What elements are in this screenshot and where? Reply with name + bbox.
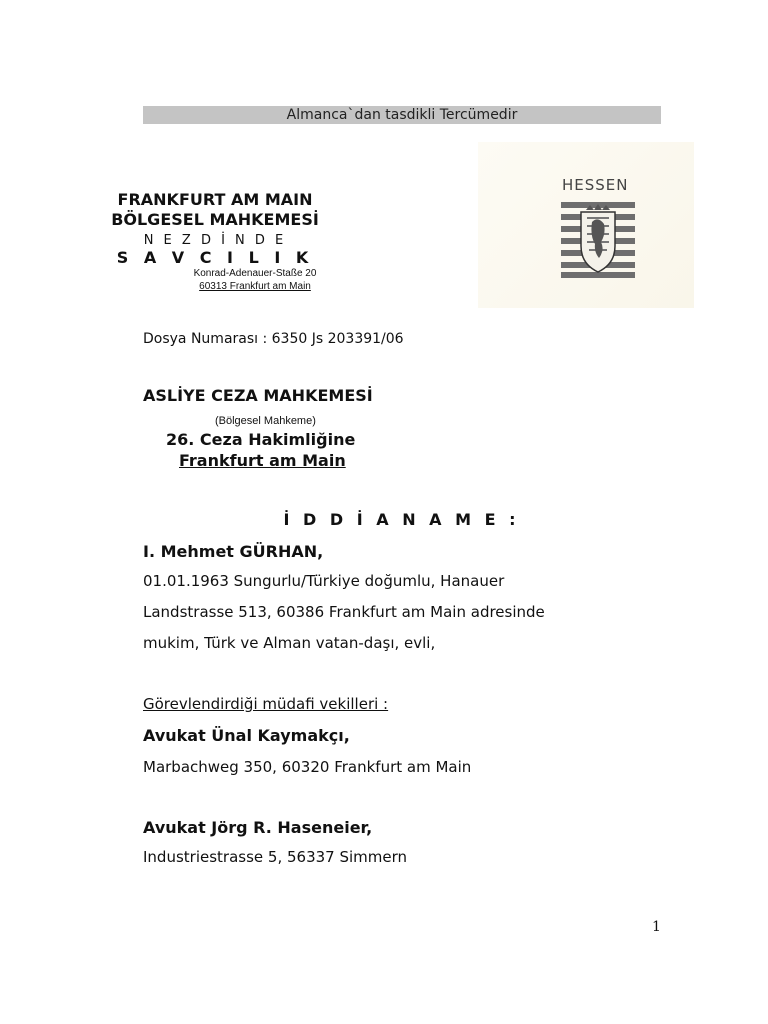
hessen-label: HESSEN [562, 176, 629, 194]
defendant-details-line3: mukim, Türk ve Alman vatan-daşı, evli, [143, 634, 436, 652]
addressee-city: Frankfurt am Main [179, 451, 346, 470]
defendant-details-line2: Landstrasse 513, 60386 Frankfurt am Main adresinde [143, 603, 545, 621]
defendant-details-line1: 01.01.1963 Sungurlu/Türkiye doğumlu, Hanauer [143, 572, 505, 590]
addressee-court-type: ASLİYE CEZA MAHKEMESİ [143, 386, 373, 405]
addressee-judgeship: 26. Ceza Hakimliğine [166, 430, 356, 449]
counsel-heading: Görevlendirdiği müdafi vekilleri : [143, 695, 389, 713]
hessen-seal [478, 142, 694, 308]
lawyer-name: Avukat Jörg R. Haseneier, [143, 818, 373, 837]
prosecutor-office-title: S A V C I L I K [116, 248, 314, 267]
defendant-name: I. Mehmet GÜRHAN, [143, 542, 324, 561]
lawyer-address: Marbachweg 350, 60320 Frankfurt am Main [143, 758, 472, 776]
lawyer-name: Avukat Ünal Kaymakçı, [143, 726, 350, 745]
document-title: İ D D İ A N A M E : [283, 510, 520, 529]
translation-banner: Almanca`dan tasdikli Tercümedir [143, 106, 661, 124]
addressee-court-subtitle: (Bölgesel Mahkeme) [215, 415, 316, 427]
court-name-line2: BÖLGESEL MAHKEMESİ [111, 210, 319, 229]
office-city-address: 60313 Frankfurt am Main [199, 281, 311, 292]
hessen-coat-of-arms-icon [561, 202, 635, 278]
page-number: 1 [652, 919, 661, 935]
lawyer-address: Industriestrasse 5, 56337 Simmern [143, 848, 408, 866]
court-name-line3: N E Z D İ N D E [143, 233, 287, 248]
file-number: Dosya Numarası : 6350 Js 203391/06 [143, 331, 404, 347]
court-name-line1: FRANKFURT AM MAIN [117, 190, 313, 209]
office-street-address: Konrad-Adenauer-Staße 20 [193, 268, 317, 279]
